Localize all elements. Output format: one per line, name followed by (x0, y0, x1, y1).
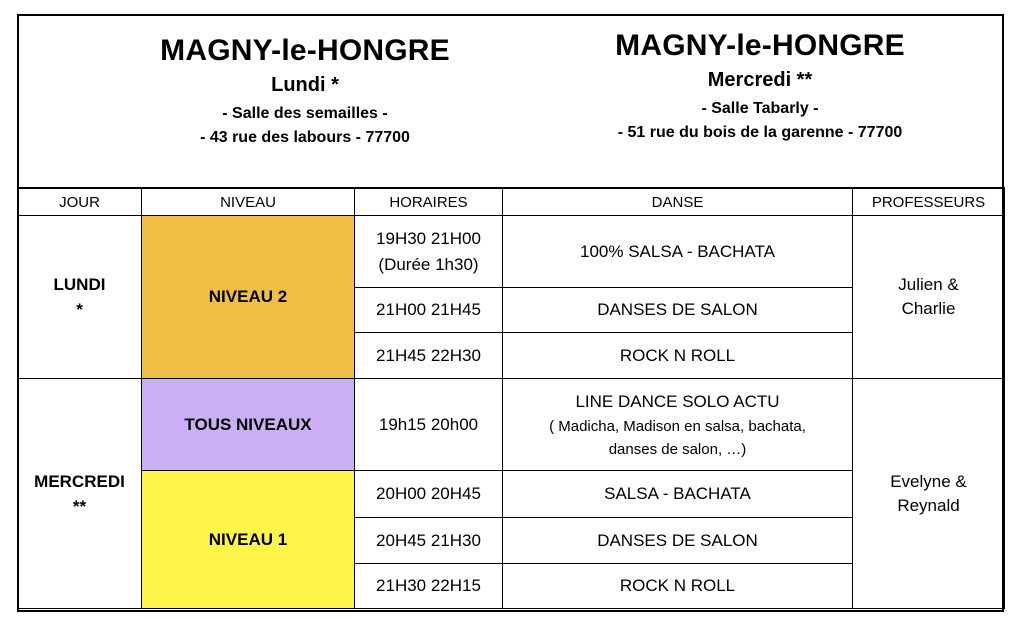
left-hall: - Salle des semailles - (222, 105, 388, 122)
dance-title: LINE DANCE SOLO ACTU (575, 391, 780, 411)
teachers-cell-wednesday (853, 379, 1005, 609)
left-day: Lundi * (271, 74, 339, 96)
column-header-jour: JOUR (18, 188, 142, 216)
time-cell: 20H45 21H30 (355, 518, 503, 564)
teachers-line: Julien & (898, 275, 959, 294)
day-cell-wednesday (18, 379, 142, 609)
time-cell: 20H00 20H45 (355, 471, 503, 518)
day-label-wednesday: MERCREDI (34, 471, 125, 491)
time-cell: 21H30 22H15 (355, 564, 503, 609)
time-cell: 19h15 20h00 (355, 379, 503, 471)
dance-cell: SALSA - BACHATA (503, 471, 853, 518)
dance-cell: ROCK N ROLL (503, 333, 853, 379)
level-cell-niveau-1: NIVEAU 1 (142, 471, 355, 609)
time-cell (355, 216, 503, 288)
time-range: 19H30 21H00 (376, 228, 481, 248)
left-header (100, 34, 510, 147)
teachers-line: Charlie (901, 299, 956, 318)
time-cell: 21H00 21H45 (355, 288, 503, 333)
dance-detail: ( Madicha, Madison en salsa, bachata, (549, 417, 806, 435)
left-address: - 43 rue des labours - 77700 (200, 129, 410, 146)
column-header-niveau: NIVEAU (142, 188, 355, 216)
dance-cell: ROCK N ROLL (503, 564, 853, 609)
right-city-title: MAGNY-le-HONGRE (615, 29, 905, 62)
time-cell: 21H45 22H30 (355, 333, 503, 379)
day-label-monday: LUNDI (53, 275, 106, 294)
dance-cell: DANSES DE SALON (503, 288, 853, 333)
dance-cell: DANSES DE SALON (503, 518, 853, 564)
day-mark-monday: * (76, 300, 83, 319)
teachers-cell-monday (853, 216, 1005, 379)
column-header-professeurs: PROFESSEURS (853, 188, 1005, 216)
right-address: - 51 rue du bois de la garenne - 77700 (617, 124, 903, 141)
schedule-table (17, 187, 1005, 609)
left-city-title: MAGNY-le-HONGRE (160, 34, 450, 67)
dance-detail: danses de salon, …) (608, 440, 747, 458)
table-row (18, 379, 1005, 471)
right-header (540, 29, 980, 142)
dance-cell: 100% SALSA - BACHATA (503, 216, 853, 288)
teachers-line: Reynald (897, 495, 960, 515)
teachers-line: Evelyne & (890, 471, 967, 491)
dance-cell (503, 379, 853, 471)
level-cell-niveau-2: NIVEAU 2 (142, 216, 355, 379)
right-day: Mercredi ** (707, 69, 813, 91)
column-header-horaires: HORAIRES (355, 188, 503, 216)
day-cell-monday (18, 216, 142, 379)
level-cell-tous-niveaux: TOUS NIVEAUX (142, 379, 355, 471)
table-header-row (18, 188, 1005, 216)
time-duration: (Durée 1h30) (378, 254, 479, 274)
day-mark-wednesday: ** (72, 496, 87, 516)
right-hall: - Salle Tabarly - (701, 100, 819, 117)
table-row (18, 216, 1005, 288)
column-header-danse: DANSE (503, 188, 853, 216)
